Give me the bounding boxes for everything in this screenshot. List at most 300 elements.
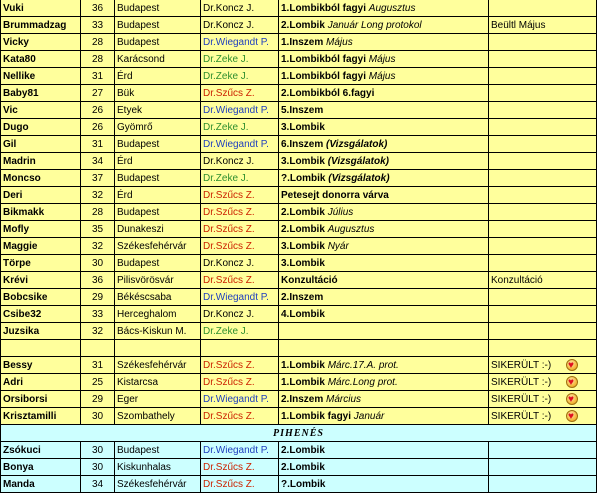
age-cell[interactable] xyxy=(80,170,114,187)
city-cell-text: Kiskunhalas xyxy=(117,462,171,473)
status-cell[interactable] xyxy=(488,204,597,221)
doctor-cell-text: Dr.Szűcs Z. xyxy=(203,207,255,218)
city-cell-text: Érd xyxy=(117,190,133,201)
treatment-stage: 1.Lombik xyxy=(281,360,325,371)
nickname-cell[interactable] xyxy=(0,340,80,357)
status-cell[interactable] xyxy=(488,238,597,255)
age-cell-text: 28 xyxy=(91,54,104,65)
age-cell[interactable] xyxy=(80,459,114,476)
status-cell[interactable] xyxy=(488,306,597,323)
age-cell-text: 29 xyxy=(91,394,104,405)
status-cell[interactable] xyxy=(488,289,597,306)
treatment-cell[interactable] xyxy=(278,187,488,204)
status-cell[interactable] xyxy=(488,153,597,170)
city-cell-text: Budapest xyxy=(117,445,160,456)
status-cell[interactable] xyxy=(488,0,597,17)
treatment-note: Márc.17.A. prot. xyxy=(327,360,399,371)
nickname-cell[interactable] xyxy=(0,459,80,476)
treatment-cell[interactable] xyxy=(278,442,488,459)
doctor-cell-text: Dr.Szűcs Z. xyxy=(203,411,255,422)
age-cell[interactable] xyxy=(80,255,114,272)
age-cell[interactable] xyxy=(80,17,114,34)
table-row xyxy=(0,408,597,425)
status-cell[interactable] xyxy=(488,459,597,476)
nickname-cell[interactable] xyxy=(0,255,80,272)
status-cell[interactable] xyxy=(488,34,597,51)
doctor-cell[interactable] xyxy=(200,238,278,255)
city-cell[interactable] xyxy=(114,153,200,170)
nickname-cell-text: Dugo xyxy=(3,122,29,133)
nickname-cell[interactable] xyxy=(0,221,80,238)
city-cell[interactable] xyxy=(114,238,200,255)
age-cell[interactable] xyxy=(80,408,114,425)
nickname-cell-text: Vuki xyxy=(3,3,24,14)
age-cell-text: 28 xyxy=(91,37,104,48)
doctor-cell-text: Dr.Szűcs Z. xyxy=(203,224,255,235)
status-cell[interactable] xyxy=(488,17,597,34)
nickname-cell-text: Bikmakk xyxy=(3,207,45,218)
table-row xyxy=(0,153,597,170)
nickname-cell-text: Adri xyxy=(3,377,23,388)
treatment-note: Nyár xyxy=(327,241,349,252)
treatment-stage: 3.Lombik xyxy=(281,156,325,167)
age-cell[interactable] xyxy=(80,442,114,459)
nickname-cell-text: Krisztamilli xyxy=(3,411,57,422)
treatment-cell[interactable] xyxy=(278,34,488,51)
table-row xyxy=(0,238,597,255)
treatment-stage: Petesejt donorra várva xyxy=(281,190,389,201)
city-cell[interactable] xyxy=(114,119,200,136)
table-row xyxy=(0,136,597,153)
status-cell[interactable] xyxy=(488,255,597,272)
age-cell-text: 34 xyxy=(91,479,104,490)
nickname-cell[interactable] xyxy=(0,119,80,136)
city-cell[interactable] xyxy=(114,68,200,85)
doctor-cell-text: Dr.Koncz J. xyxy=(203,156,255,167)
status-cell[interactable] xyxy=(488,272,597,289)
age-cell[interactable] xyxy=(80,51,114,68)
city-cell-text: Székesfehérvár xyxy=(117,241,187,252)
treatment-stage: 1.Lombikból fagyi xyxy=(281,3,367,14)
treatment-cell[interactable] xyxy=(278,357,488,374)
city-cell[interactable] xyxy=(114,442,200,459)
city-cell[interactable] xyxy=(114,0,200,17)
treatment-stage: 1.Lombikból fagyi xyxy=(281,71,367,82)
doctor-cell[interactable] xyxy=(200,34,278,51)
nickname-cell[interactable] xyxy=(0,68,80,85)
treatment-stage: 2.Lombik xyxy=(281,224,325,235)
nickname-cell[interactable] xyxy=(0,34,80,51)
doctor-cell[interactable] xyxy=(200,255,278,272)
table-row xyxy=(0,340,597,357)
doctor-cell[interactable] xyxy=(200,170,278,187)
city-cell[interactable] xyxy=(114,340,200,357)
city-cell[interactable] xyxy=(114,85,200,102)
table-row xyxy=(0,357,597,374)
nickname-cell[interactable] xyxy=(0,136,80,153)
treatment-cell[interactable] xyxy=(278,323,488,340)
treatment-note: Május xyxy=(368,71,396,82)
age-cell[interactable] xyxy=(80,204,114,221)
treatment-cell[interactable] xyxy=(278,374,488,391)
doctor-cell-text: Dr.Zeke J. xyxy=(203,54,249,65)
city-cell-text: Békéscsaba xyxy=(117,292,172,303)
age-cell-text: 31 xyxy=(91,139,104,150)
treatment-note: Augusztus xyxy=(327,224,375,235)
age-cell[interactable] xyxy=(80,357,114,374)
nickname-cell-text: Bobcsike xyxy=(3,292,48,303)
city-cell[interactable] xyxy=(114,136,200,153)
nickname-cell-text: Törpe xyxy=(3,258,31,269)
treatment-cell[interactable] xyxy=(278,289,488,306)
treatment-note: Március xyxy=(326,394,362,405)
treatment-stage: 1.Lombik fagyi xyxy=(281,411,352,422)
nickname-cell[interactable] xyxy=(0,408,80,425)
doctor-cell[interactable] xyxy=(200,0,278,17)
nickname-cell[interactable] xyxy=(0,17,80,34)
city-cell-text: Budapest xyxy=(117,139,160,150)
status-cell[interactable] xyxy=(488,408,597,425)
nickname-cell-text: Madrin xyxy=(3,156,36,167)
city-cell[interactable] xyxy=(114,391,200,408)
city-cell-text: Budapest xyxy=(117,207,160,218)
doctor-cell[interactable] xyxy=(200,136,278,153)
nickname-cell[interactable] xyxy=(0,85,80,102)
status-cell[interactable] xyxy=(488,374,597,391)
doctor-cell[interactable] xyxy=(200,476,278,493)
age-cell-text: 29 xyxy=(91,292,104,303)
age-cell-text: 36 xyxy=(91,3,104,14)
status-cell[interactable] xyxy=(488,442,597,459)
table-row xyxy=(0,255,597,272)
doctor-cell[interactable] xyxy=(200,51,278,68)
age-cell[interactable] xyxy=(80,289,114,306)
doctor-cell[interactable] xyxy=(200,204,278,221)
city-cell-text: Kistarcsa xyxy=(117,377,159,388)
nickname-cell[interactable] xyxy=(0,357,80,374)
age-cell[interactable] xyxy=(80,187,114,204)
city-cell[interactable] xyxy=(114,51,200,68)
city-cell[interactable] xyxy=(114,306,200,323)
nickname-cell-text: Csibe32 xyxy=(3,309,42,320)
status-cell[interactable] xyxy=(488,170,597,187)
treatment-cell[interactable] xyxy=(278,170,488,187)
status-cell-text: SIKERÜLT :-) xyxy=(491,394,552,405)
doctor-cell[interactable] xyxy=(200,221,278,238)
nickname-cell-text: Orsiborsi xyxy=(3,394,48,405)
doctor-cell[interactable] xyxy=(200,119,278,136)
city-cell-text: Budapest xyxy=(117,173,160,184)
nickname-cell[interactable] xyxy=(0,204,80,221)
nickname-cell-text: Mofly xyxy=(3,224,30,235)
age-cell[interactable] xyxy=(80,68,114,85)
city-cell-text: Gyömrő xyxy=(117,122,153,133)
table-row xyxy=(0,323,597,340)
age-cell[interactable] xyxy=(80,306,114,323)
doctor-cell[interactable] xyxy=(200,306,278,323)
age-cell[interactable] xyxy=(80,119,114,136)
city-cell[interactable] xyxy=(114,170,200,187)
nickname-cell[interactable] xyxy=(0,391,80,408)
city-cell[interactable] xyxy=(114,34,200,51)
nickname-cell-text: Gil xyxy=(3,139,17,150)
doctor-cell[interactable] xyxy=(200,374,278,391)
treatment-stage: 2.Lombik xyxy=(281,445,325,456)
age-cell[interactable] xyxy=(80,221,114,238)
age-cell-text: 32 xyxy=(91,190,104,201)
city-cell[interactable] xyxy=(114,289,200,306)
treatment-cell[interactable] xyxy=(278,102,488,119)
doctor-cell-text: Dr.Szűcs Z. xyxy=(203,377,255,388)
nickname-cell[interactable] xyxy=(0,153,80,170)
doctor-cell[interactable] xyxy=(200,17,278,34)
nickname-cell[interactable] xyxy=(0,289,80,306)
table-row xyxy=(0,476,597,493)
city-cell-text: Herceghalom xyxy=(117,309,177,320)
city-cell-text: Karácsond xyxy=(117,54,165,65)
city-cell[interactable] xyxy=(114,187,200,204)
status-cell-text: SIKERÜLT :-) xyxy=(491,360,552,371)
treatment-cell[interactable] xyxy=(278,0,488,17)
treatment-cell[interactable] xyxy=(278,68,488,85)
table-row xyxy=(0,204,597,221)
treatment-note: Márc.Long prot. xyxy=(327,377,398,388)
doctor-cell-text: Dr.Koncz J. xyxy=(203,20,255,31)
city-cell[interactable] xyxy=(114,408,200,425)
doctor-cell-text: Dr.Zeke J. xyxy=(203,326,249,337)
treatment-cell[interactable] xyxy=(278,306,488,323)
age-cell[interactable] xyxy=(80,391,114,408)
table-row xyxy=(0,68,597,85)
age-cell-text: 28 xyxy=(91,207,104,218)
doctor-cell-text: Dr.Wiegandt P. xyxy=(203,292,269,303)
doctor-cell[interactable] xyxy=(200,340,278,357)
treatment-note: (Vizsgálatok) xyxy=(326,139,388,150)
treatment-cell[interactable] xyxy=(278,272,488,289)
table-row xyxy=(0,187,597,204)
nickname-cell[interactable] xyxy=(0,476,80,493)
doctor-cell[interactable] xyxy=(200,85,278,102)
doctor-cell[interactable] xyxy=(200,323,278,340)
treatment-cell[interactable] xyxy=(278,476,488,493)
treatment-note: Augusztus xyxy=(368,3,416,14)
heart-icon xyxy=(566,410,578,422)
status-cell[interactable] xyxy=(488,323,597,340)
table-row xyxy=(0,51,597,68)
nickname-cell-text: Juzsika xyxy=(3,326,40,337)
table-row xyxy=(0,221,597,238)
age-cell[interactable] xyxy=(80,476,114,493)
doctor-cell-text: Dr.Koncz J. xyxy=(203,3,255,14)
status-cell[interactable] xyxy=(488,119,597,136)
table-row xyxy=(0,459,597,476)
nickname-cell[interactable] xyxy=(0,51,80,68)
doctor-cell-text: Dr.Wiegandt P. xyxy=(203,139,269,150)
age-cell-text: 30 xyxy=(91,462,104,473)
treatment-cell[interactable] xyxy=(278,340,488,357)
age-cell[interactable] xyxy=(80,153,114,170)
age-cell-text: 32 xyxy=(91,241,104,252)
nickname-cell[interactable] xyxy=(0,0,80,17)
status-cell[interactable] xyxy=(488,476,597,493)
table-row xyxy=(0,374,597,391)
city-cell-text: Szombathely xyxy=(117,411,175,422)
doctor-cell-text: Dr.Zeke J. xyxy=(203,122,249,133)
treatment-stage: Konzultáció xyxy=(281,275,338,286)
nickname-cell-text: Deri xyxy=(3,190,23,201)
treatment-cell[interactable] xyxy=(278,391,488,408)
doctor-cell[interactable] xyxy=(200,459,278,476)
doctor-cell[interactable] xyxy=(200,272,278,289)
doctor-cell[interactable] xyxy=(200,408,278,425)
treatment-cell[interactable] xyxy=(278,238,488,255)
city-cell-text: Budapest xyxy=(117,20,160,31)
treatment-stage: 4.Lombik xyxy=(281,309,325,320)
city-cell[interactable] xyxy=(114,459,200,476)
nickname-cell[interactable] xyxy=(0,374,80,391)
nickname-cell[interactable] xyxy=(0,238,80,255)
age-cell[interactable] xyxy=(80,238,114,255)
city-cell[interactable] xyxy=(114,272,200,289)
doctor-cell[interactable] xyxy=(200,289,278,306)
status-cell[interactable] xyxy=(488,136,597,153)
city-cell[interactable] xyxy=(114,255,200,272)
doctor-cell[interactable] xyxy=(200,391,278,408)
age-cell-text: 31 xyxy=(91,71,104,82)
status-cell-text: SIKERÜLT :-) xyxy=(491,411,552,422)
age-cell-text: 33 xyxy=(91,20,104,31)
doctor-cell-text: Dr.Szűcs Z. xyxy=(203,462,255,473)
treatment-stage: 1.Lombik xyxy=(281,377,325,388)
doctor-cell[interactable] xyxy=(200,153,278,170)
age-cell[interactable] xyxy=(80,272,114,289)
nickname-cell-text: Zsókuci xyxy=(3,445,41,456)
table-row xyxy=(0,0,597,17)
table-row xyxy=(0,306,597,323)
nickname-cell-text: Krévi xyxy=(3,275,29,286)
table-row xyxy=(0,170,597,187)
rest-section-label: PIHENÉS xyxy=(0,425,597,442)
doctor-cell[interactable] xyxy=(200,68,278,85)
treatment-cell[interactable] xyxy=(278,51,488,68)
table-row xyxy=(0,85,597,102)
table-row xyxy=(0,289,597,306)
status-cell[interactable] xyxy=(488,221,597,238)
treatment-cell[interactable] xyxy=(278,459,488,476)
nickname-cell[interactable] xyxy=(0,102,80,119)
age-cell-text: 25 xyxy=(91,377,104,388)
status-cell[interactable] xyxy=(488,391,597,408)
treatment-note: Május xyxy=(326,37,353,48)
city-cell[interactable] xyxy=(114,323,200,340)
heart-icon xyxy=(566,376,578,388)
city-cell[interactable] xyxy=(114,221,200,238)
status-cell[interactable] xyxy=(488,68,597,85)
doctor-cell-text: Dr.Szűcs Z. xyxy=(203,88,255,99)
nickname-cell[interactable] xyxy=(0,187,80,204)
treatment-stage: 3.Lombik xyxy=(281,241,325,252)
age-cell[interactable] xyxy=(80,102,114,119)
treatment-cell[interactable] xyxy=(278,136,488,153)
treatment-cell[interactable] xyxy=(278,17,488,34)
age-cell-text: 26 xyxy=(91,105,104,116)
age-cell[interactable] xyxy=(80,136,114,153)
status-cell[interactable] xyxy=(488,102,597,119)
status-cell[interactable] xyxy=(488,340,597,357)
city-cell[interactable] xyxy=(114,17,200,34)
doctor-cell-text: Dr.Zeke J. xyxy=(203,71,249,82)
age-cell-text: 33 xyxy=(91,309,104,320)
heart-icon xyxy=(566,393,578,405)
age-cell[interactable] xyxy=(80,34,114,51)
table-row xyxy=(0,391,597,408)
nickname-cell[interactable] xyxy=(0,323,80,340)
city-cell-text: Érd xyxy=(117,71,133,82)
nickname-cell-text: Bessy xyxy=(3,360,33,371)
age-cell-text: 30 xyxy=(91,445,104,456)
city-cell[interactable] xyxy=(114,102,200,119)
status-cell[interactable] xyxy=(488,187,597,204)
city-cell-text: Budapest xyxy=(117,37,160,48)
city-cell[interactable] xyxy=(114,204,200,221)
city-cell-text: Székesfehérvár xyxy=(117,360,187,371)
treatment-stage: 3.Lombik xyxy=(281,258,325,269)
city-cell[interactable] xyxy=(114,374,200,391)
doctor-cell[interactable] xyxy=(200,187,278,204)
nickname-cell[interactable] xyxy=(0,442,80,459)
doctor-cell-text: Dr.Koncz J. xyxy=(203,258,255,269)
heart-icon xyxy=(566,359,578,371)
treatment-cell[interactable] xyxy=(278,85,488,102)
age-cell-text: 35 xyxy=(91,224,104,235)
treatment-cell[interactable] xyxy=(278,408,488,425)
treatment-cell[interactable] xyxy=(278,153,488,170)
doctor-cell-text: Dr.Szűcs Z. xyxy=(203,479,255,490)
nickname-cell[interactable] xyxy=(0,272,80,289)
treatment-stage: 6.Inszem xyxy=(281,139,324,150)
status-cell[interactable] xyxy=(488,51,597,68)
age-cell-text: 30 xyxy=(91,258,104,269)
age-cell-text: 26 xyxy=(91,122,104,133)
age-cell[interactable] xyxy=(80,340,114,357)
doctor-cell[interactable] xyxy=(200,102,278,119)
status-cell[interactable] xyxy=(488,85,597,102)
city-cell-text: Székesfehérvár xyxy=(117,479,187,490)
doctor-cell[interactable] xyxy=(200,357,278,374)
treatment-cell[interactable] xyxy=(278,119,488,136)
nickname-cell[interactable] xyxy=(0,170,80,187)
treatment-note: (Vizsgálatok) xyxy=(327,156,389,167)
age-cell[interactable] xyxy=(80,85,114,102)
status-cell[interactable] xyxy=(488,357,597,374)
treatment-cell[interactable] xyxy=(278,255,488,272)
age-cell[interactable] xyxy=(80,0,114,17)
table-row xyxy=(0,119,597,136)
city-cell[interactable] xyxy=(114,357,200,374)
age-cell-text: 30 xyxy=(91,411,104,422)
doctor-cell-text: Dr.Szűcs Z. xyxy=(203,241,255,252)
table-row xyxy=(0,102,597,119)
treatment-cell[interactable] xyxy=(278,221,488,238)
nickname-cell-text: Moncso xyxy=(3,173,41,184)
city-cell[interactable] xyxy=(114,476,200,493)
age-cell[interactable] xyxy=(80,374,114,391)
age-cell[interactable] xyxy=(80,323,114,340)
city-cell-text: Bük xyxy=(117,88,135,99)
doctor-cell[interactable] xyxy=(200,442,278,459)
nickname-cell[interactable] xyxy=(0,306,80,323)
treatment-cell[interactable] xyxy=(278,204,488,221)
